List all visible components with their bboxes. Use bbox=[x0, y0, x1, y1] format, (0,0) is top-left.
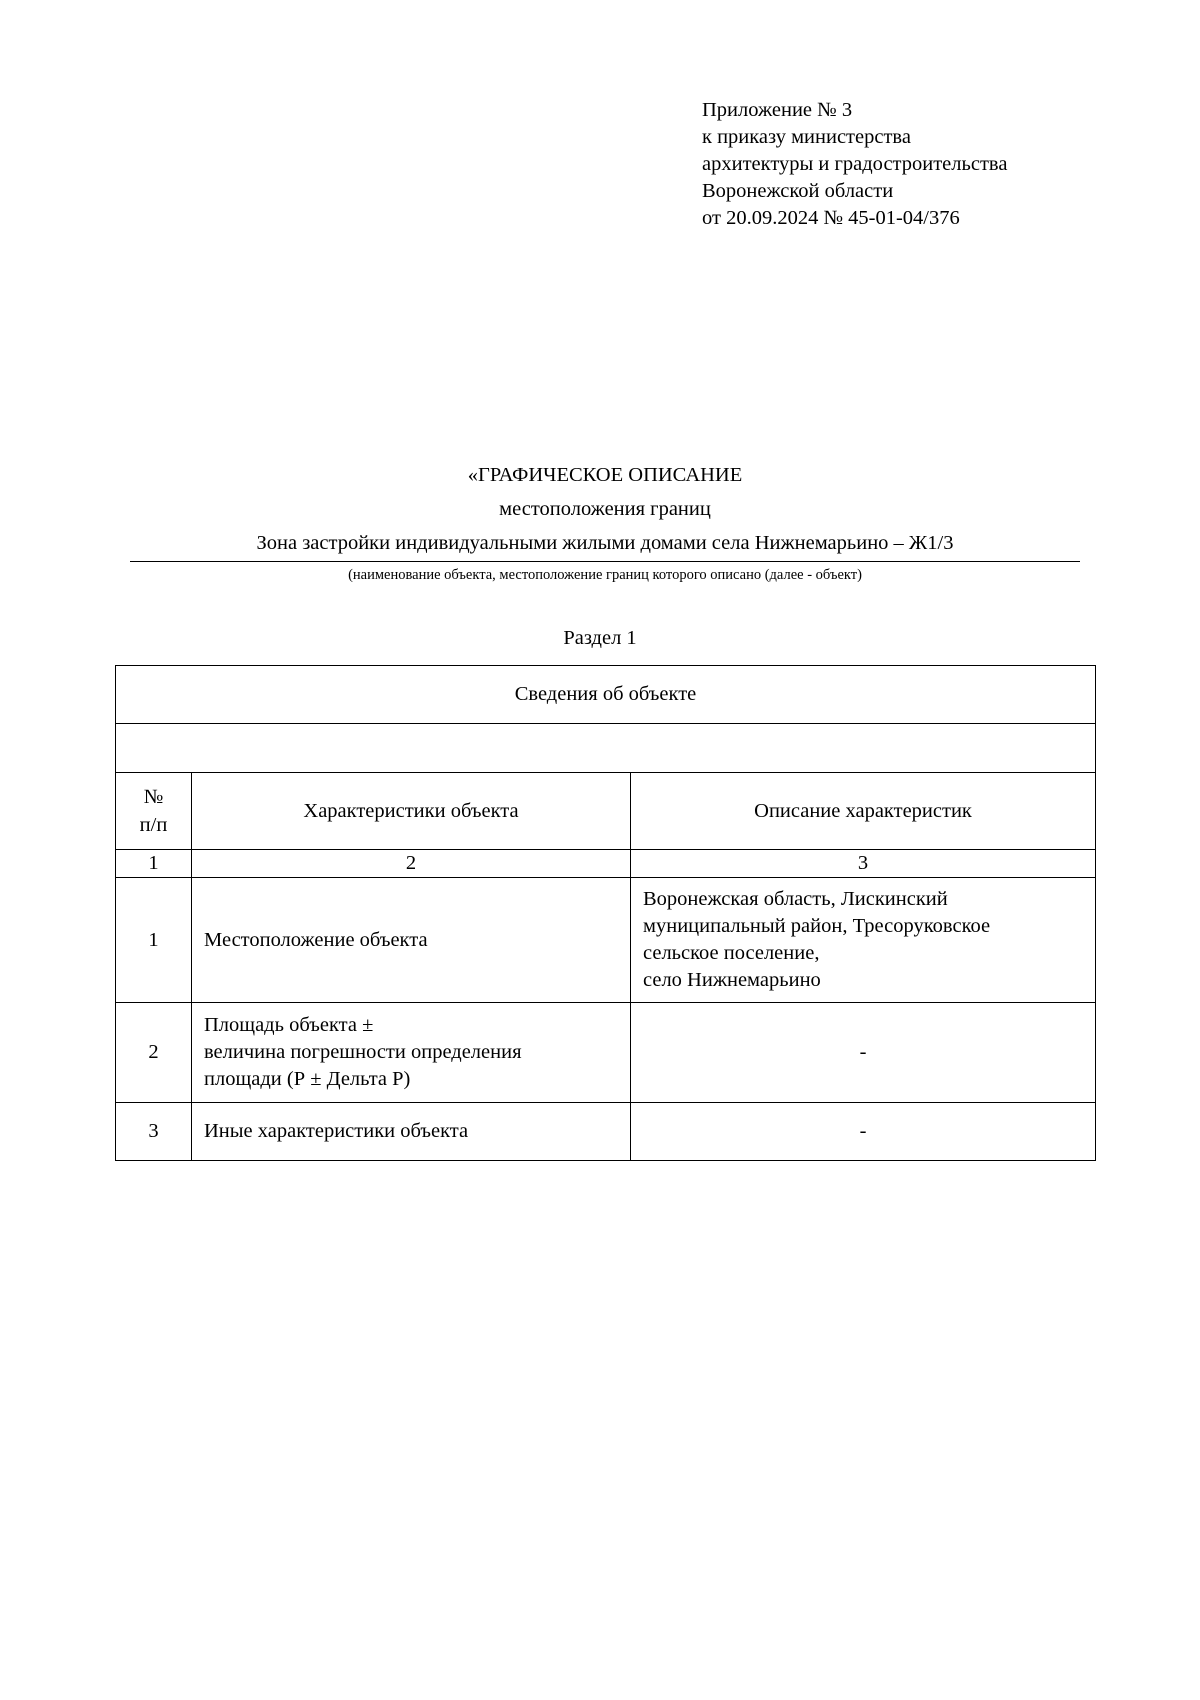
document-subtitle: местоположения границ bbox=[499, 498, 711, 520]
header-description: Описание характеристик bbox=[631, 773, 1096, 850]
row-characteristic: Иные характеристики объекта bbox=[192, 1103, 631, 1161]
header-characteristics: Характеристики объекта bbox=[192, 773, 631, 850]
empty-cell bbox=[116, 724, 1096, 773]
characteristic-line: величина погрешности определения bbox=[204, 1041, 522, 1063]
appendix-line: к приказу министерства bbox=[702, 126, 911, 148]
row-number: 3 bbox=[116, 1103, 192, 1161]
description-line: село Нижнемарьино bbox=[643, 969, 821, 991]
appendix-line: архитектуры и градостроительства bbox=[702, 153, 1008, 175]
appendix-line: от 20.09.2024 № 45-01-04/376 bbox=[702, 207, 960, 229]
appendix-block bbox=[702, 97, 1007, 232]
characteristic-line: Площадь объекта ± bbox=[204, 1014, 374, 1036]
description-line: сельское поселение, bbox=[643, 942, 820, 964]
row-description bbox=[631, 878, 1096, 1003]
table-index-row bbox=[116, 850, 1096, 878]
document-title: «ГРАФИЧЕСКОЕ ОПИСАНИЕ bbox=[467, 464, 743, 486]
row-characteristic: Местоположение объекта bbox=[192, 878, 631, 1003]
table-row bbox=[116, 878, 1096, 1003]
index-cell: 1 bbox=[116, 850, 192, 878]
header-number-line: п/п bbox=[139, 814, 168, 836]
description-line: муниципальный район, Тресоруковское bbox=[643, 915, 991, 937]
table-caption: Сведения об объекте bbox=[116, 666, 1096, 724]
header-number-line: № bbox=[143, 786, 164, 808]
header-number bbox=[116, 773, 192, 850]
document-title-block bbox=[130, 458, 1080, 586]
row-number: 1 bbox=[116, 878, 192, 1003]
appendix-line: Воронежской области bbox=[702, 180, 894, 202]
table-caption-row bbox=[116, 666, 1096, 724]
row-description: - bbox=[631, 1103, 1096, 1161]
object-name-caption: (наименование объекта, местоположение границ которого описано (далее - объект) bbox=[348, 567, 862, 583]
characteristic-line: площади (Р ± Дельта Р) bbox=[204, 1068, 411, 1090]
description-line: Воронежская область, Лискинский bbox=[643, 888, 948, 910]
table-header-row bbox=[116, 773, 1096, 850]
index-cell: 3 bbox=[631, 850, 1096, 878]
appendix-line: Приложение № 3 bbox=[702, 99, 853, 121]
table-empty-row bbox=[116, 724, 1096, 773]
row-characteristic bbox=[192, 1003, 631, 1103]
index-cell: 2 bbox=[192, 850, 631, 878]
object-info-table bbox=[115, 665, 1096, 1161]
table-row bbox=[116, 1003, 1096, 1103]
row-description: - bbox=[631, 1003, 1096, 1103]
row-number: 2 bbox=[116, 1003, 192, 1103]
object-name: Зона застройки индивидуальными жилыми домами села Нижнемарьино – Ж1/3 bbox=[130, 526, 1080, 562]
section-title: Раздел 1 bbox=[563, 627, 637, 649]
table-row bbox=[116, 1103, 1096, 1161]
